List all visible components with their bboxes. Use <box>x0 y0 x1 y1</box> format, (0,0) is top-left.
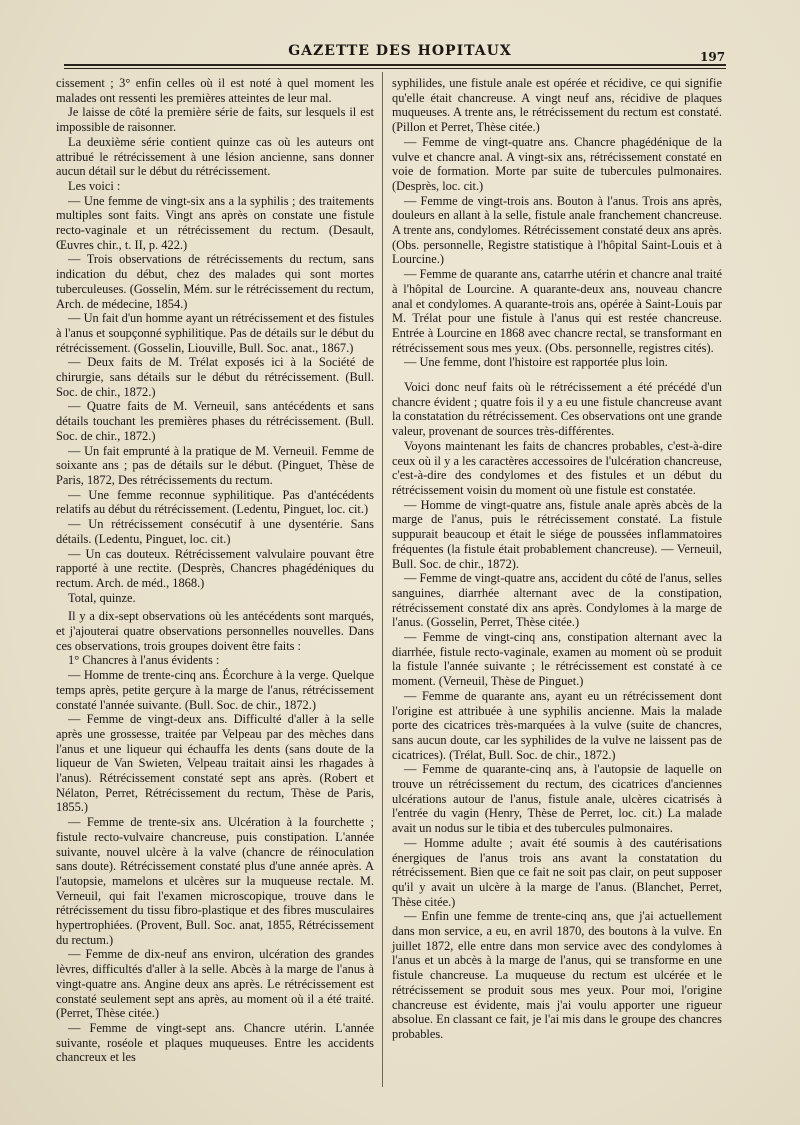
paragraph: — Femme de dix-neuf ans environ, ulcération des grandes lèvres, difficultés d'aller à la selle. Abcès à la marge de l'anus à vingt-quatre ans. Angine deux ans après. Le rétrécissement est constaté seulement sept ans après, au moment où il a été traité. (Perret, Thèse citée.) <box>56 947 374 1021</box>
paragraph: syphilides, une fistule anale est opérée et récidive, ce qui signifie qu'elle était chancreuse. A vingt neuf ans, récidive de plaques muqueuses. A trente ans, le rétrécissement du rectum est constaté. (Pillon et Perret, Thèse citée.) <box>392 76 722 135</box>
paragraph: — Deux faits de M. Trélat exposés ici à la Société de chirurgie, sans détails sur le début du rétrécissement. (Bull. Soc. de chir., 1872.) <box>56 355 374 399</box>
header-rule <box>64 64 726 66</box>
page-header-title: GAZETTE DES HOPITAUX <box>288 43 512 59</box>
paragraph: — Femme de quarante-cinq ans, à l'autopsie de laquelle on trouve un rétrécissement du rectum, des cicatrices d'anciennes ulcérations autour de l'anus, fistule anale, ulcères cicatrisés à l'entrée du vagin (Henry, Thèse de Perret, loc. cit.) La malade avait un nodus sur le tibia et des tubercules pulmonaires. <box>392 762 722 836</box>
paragraph: — Femme de trente-six ans. Ulcération à la fourchette ; fistule recto-vulvaire chancreuse, puis constipation. L'année suivante, nouvel ulcère à la valve (chancre de réinoculation sans doute). Rétrécissement constaté plus d'une année après. A l'autopsie, mamelons et ulcères sur la muqueuse rectale. M. Verneuil, qui fait l'examen microscopique, trouve dans le rétrécissement du tissu fibro-plastique et des fibres musculaires hypertrophiées. (Provent, Bull. Soc. anat, 1855, Rétrécissement du rectum.) <box>56 815 374 947</box>
paragraph: — Trois observations de rétrécissements du rectum, sans indication du début, chez des malades qui sont mortes tuberculeuses. (Gosselin, Mém. sur le rétrécissement du rectum, Arch. de médecine, 1854.) <box>56 252 374 311</box>
paragraph: — Enfin une femme de trente-cinq ans, que j'ai actuellement dans mon service, a eu, en avril 1870, des boutons à la vulve. En juillet 1872, elle entre dans mon service avec des condylomes à l'anus et un abcès à la marge de l'anus, qui se transforme en une fistule chancreuse. La muqueuse du rectum est ulcérée et le rétrécissement se produit sous mes yeux. Pour moi, l'origine chancreuse est évidente, mais j'ai voulu apporter une rigueur absolue. En classant ce fait, je l'ai mis dans le groupe des chancres probables. <box>392 909 722 1041</box>
left-column <box>56 76 374 1065</box>
paragraph: — Un fait emprunté à la pratique de M. Verneuil. Femme de soixante ans ; pas de détails sur le début. (Pinguet, Thèse de Paris, 1872, Des rétrécissements du rectum. <box>56 443 374 487</box>
page-number: 197 <box>700 50 726 64</box>
paragraph: — Femme de vingt-quatre ans. Chancre phagédénique de la vulve et chancre anal. A vingt-six ans, rétrécissement constaté en voie de formation. Morte par suite de tubercules pulmonaires. (Desprès, loc. cit.) <box>392 134 722 193</box>
paragraph: cissement ; 3° enfin celles où il est noté à quel moment les malades ont ressenti les premières atteintes de leur mal. <box>56 76 374 105</box>
paragraph: — Femme de quarante ans, ayant eu un rétrécissement dont l'origine est attribuée à une syphilis ancienne. Mais la malade porte des cicatrices très-marquées à la vulve (suite de chancres, sans aucun doute, car les syphilides de la vulve ne laissent pas de cicatrices). (Trélat, Bull. Soc. de chir., 1872.) <box>392 688 722 762</box>
paragraph: — Un fait d'un homme ayant un rétrécissement et des fistules à l'anus et soupçonné syphilitique. Pas de détails sur le début du rétrécissement. (Gosselin, Liouville, Bull. Soc. anat., 1867.) <box>56 311 374 355</box>
paragraph: Les voici : <box>68 178 121 193</box>
paragraph: — Quatre faits de M. Verneuil, sans antécédents et sans détails touchant les premières phases du rétrécissement. (Bull. Soc. de chir., 1872.) <box>56 399 374 443</box>
paragraph: — Homme de vingt-quatre ans, fistule anale après abcès de la marge de l'anus, puis le rétrécissement constaté. La fistule suppurait beaucoup et était le siége de poussées inflammatoires fréquentes (la fistule était probablement chancreuse). — Verneuil, Bull. Soc. de chir., 1872). <box>392 497 722 571</box>
paragraph: — Femme de vingt-quatre ans, accident du côté de l'anus, selles sanguines, diarrhée alternant avec de la constipation, rétrécissement constaté dix ans après. Condylomes à la marge de l'anus. (Gosselin, Perret, Thèse citée.) <box>392 571 722 630</box>
paragraph: — Femme de vingt-sept ans. Chancre utérin. L'année suivante, roséole et plaques muqueuses. Entre les accidents chancreux et les <box>56 1021 374 1065</box>
paragraph: — Un rétrécissement consécutif à une dysentérie. Sans détails. (Ledentu, Pinguet, loc. cit.) <box>56 517 374 546</box>
paragraph: Je laisse de côté la première série de faits, sur lesquels il est impossible de raisonner. <box>56 105 374 135</box>
paragraph: — Femme de vingt-cinq ans, constipation alternant avec la diarrhée, fistule recto-vaginale, examen au moment où se produit la fistule l'année suivante ; le rétrécissement est constaté à ce moment. (Verneuil, Thèse de Pinguet.) <box>392 630 722 689</box>
paragraph: — Homme de trente-cinq ans. Écorchure à la verge. Quelque temps après, petite gerçure à la marge de l'anus, rétrécissement constaté l'année suivante. (Bull. Soc. de chir., 1872.) <box>56 668 374 712</box>
paragraph: — Femme de vingt-deux ans. Difficulté d'aller à la selle après une grossesse, traitée par Velpeau par des mèches dans l'anus et une liqueur qui échauffa les dents (sans doute de la liqueur de Van Swieten, Velpeau traitait ainsi les rhagades à l'anus). Rétrécissement constaté sept ans après. (Robert et Nélaton, Perret, Rétrécissement du rectum, Thèse de Paris, 1855.) <box>56 712 374 815</box>
right-column <box>392 76 722 1042</box>
paragraph: La deuxième série contient quinze cas où les auteurs ont attribué le rétrécissement à une lésion ancienne, sans donner aucun détail sur le début du rétrécissement. <box>56 134 374 179</box>
paragraph: — Une femme, dont l'histoire est rapportée plus loin. <box>404 355 668 370</box>
paragraph: (Obs. personnelle, Registre statistique à l'hôpital Saint-Louis et à Lourcine.) <box>392 237 722 267</box>
column-divider <box>382 72 383 1087</box>
header-rule-thin <box>64 68 726 69</box>
section-heading: 1° Chancres à l'anus évidents : <box>68 653 220 668</box>
paragraph: — Homme adulte ; avait été soumis à des cautérisations énergiques de l'anus trois ans avant la constatation du rétrécissement. Bien que ce fait ne soit pas clair, on peut supposer qu'il y avait un ulcère à la marge de l'anus. (Blanchet, Perret, Thèse citée.) <box>392 835 722 909</box>
paragraph: Voici donc neuf faits où le rétrécissement a été précédé d'un chancre évident ; quatre fois il y a eu une fistule chancreuse avant la constatation du rétrécissement. Ces observations ont une grande valeur, provenant de sources très-différentes. <box>392 380 722 439</box>
paragraph: — Femme de quarante ans, catarrhe utérin et chancre anal traité à l'hôpital de Lourcine. A quarante-deux ans, nouveau chancre anal et condylomes. A quarante-trois ans, opérée à Saint-Louis par M. Trélat pour une fistule à l'anus qui est restée chancreuse. Entrée à Lourcine en 1868 avec chancre rectal, se transformant en rétrécissement sous mes yeux. (Obs. personnelle, registres cités). <box>392 267 722 355</box>
paragraph: Total, quinze. <box>68 590 136 605</box>
paragraph: Il y a dix-sept observations où les antécédents sont marqués, et j'ajouterai quatre observations personnelles nouvelles. Dans ces observations, trois groupes doivent être faits : <box>56 609 374 653</box>
paragraph: Voyons maintenant les faits de chancres probables, c'est-à-dire ceux où il y a les caractères accessoires de l'ulcération chancreuse, c'est-à-dire des condylomes et des fistules et un début du rétrécissement voisin du moment où une fistule est constatée. <box>392 438 722 497</box>
paragraph: — Femme de vingt-trois ans. Bouton à l'anus. Trois ans après, douleurs en allant à la selle, fistule anale franchement chancreuse. A trente ans, condylomes. Rétrécissement constaté deux ans après. <box>392 193 722 238</box>
paragraph: — Une femme reconnue syphilitique. Pas d'antécédents relatifs au début du rétrécissement. (Ledentu, Pinguet, loc. cit.) <box>56 487 374 517</box>
paragraph: — Une femme de vingt-six ans a la syphilis ; des traitements multiples sont faits. Vingt ans après on constate une fistule recto-vaginale et un rétrécissement du rectum. (Desault, Œuvres chir., t. II, p. 422.) <box>56 193 374 252</box>
paragraph: — Un cas douteux. Rétrécissement valvulaire pouvant être rapporté à une rectite. (Desprès, Chancres phagédéniques du rectum. Arch. de méd., 1868.) <box>56 546 374 590</box>
